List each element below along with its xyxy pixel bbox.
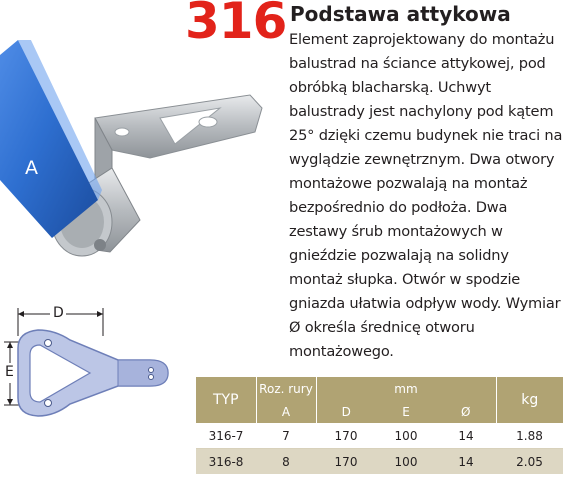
col-d-header: D: [316, 401, 376, 423]
table-header-row: [196, 377, 563, 401]
col-a-header: A: [256, 401, 316, 423]
dimension-e-label: E: [5, 364, 14, 380]
cell-a: 7: [256, 423, 316, 449]
cell-e: 100: [376, 423, 436, 449]
spec-table: [196, 377, 563, 474]
pipe-label: A: [25, 157, 38, 179]
col-typ-header: TYP: [212, 392, 239, 408]
cell-typ: 316-7: [196, 423, 256, 449]
product-title: Podstawa attykowa: [290, 2, 511, 26]
product-description: Element zaprojektowany do montażu balustrad na ściance attykowej, pod obróbką blacharską. Uchwyt balustrady jest nachylony pod kątem 25° dzięki czemu budynek nie traci na wyglądzie zewnętrznym. Dwa otwory montażowe pozwalają na montaż bezpośrednio do podłoża. Dwa zestawy śrub montażowych w gnieździe pozwalają na solidny montaż słupka. Otwór w spodzie gniazda ułatwia odpływ wody. Wymiar Ø określa średnicę otworu montażowego.: [289, 31, 563, 360]
cell-o: 14: [436, 423, 496, 449]
col-kg-header: kg: [496, 377, 563, 423]
cell-o: 14: [436, 449, 496, 475]
product-number: 316: [185, 0, 287, 50]
technical-drawing: [0, 300, 180, 425]
cell-typ: 316-8: [196, 449, 256, 475]
product-photo: [0, 40, 285, 275]
cell-kg: 1.88: [496, 423, 563, 449]
table-row: [196, 423, 563, 449]
table-row: [196, 449, 563, 475]
cell-d: 170: [316, 449, 376, 475]
col-mm-header: mm: [316, 377, 496, 401]
cell-d: 170: [316, 423, 376, 449]
col-pipe-size-header: Roz. rury: [256, 377, 316, 401]
cell-kg: 2.05: [496, 449, 563, 475]
cell-a: 8: [256, 449, 316, 475]
col-e-header: E: [402, 405, 410, 419]
dimension-d-label: D: [53, 305, 64, 321]
col-o-header: Ø: [461, 405, 471, 419]
cell-e: 100: [376, 449, 436, 475]
